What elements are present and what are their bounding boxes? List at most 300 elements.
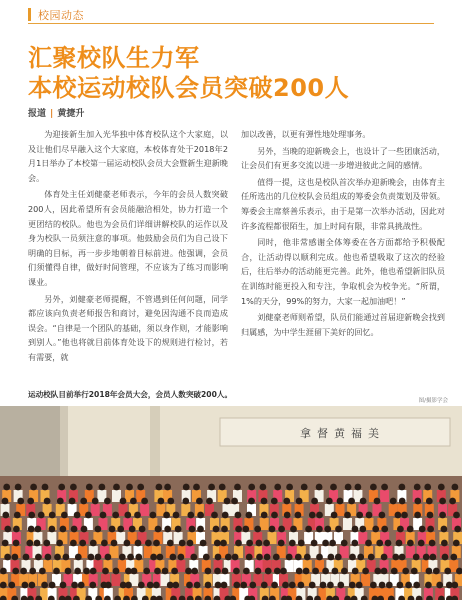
person-head [4,526,11,533]
person-head [179,540,186,547]
paragraph: 另外，刘健豪老师提醒，不管遇到任何问题，同学都应该向负责老师报告和商讨，避免因沟通不良而造成误会。“自律是一个团队的基础，须以身作则，才能影响到别人。”他也将就目前体育处设下的规则进行检讨，若有需要，就 [28,293,228,362]
person-head [45,554,52,561]
person-head [243,568,250,575]
person-head [449,498,456,505]
person-head [44,498,51,505]
person-head [454,526,461,533]
person-head [137,484,144,491]
person-head [341,540,348,547]
person-head [156,484,163,491]
person-head [337,498,344,505]
person-head [296,498,303,505]
person-head [282,582,289,589]
person-head [271,582,278,589]
person-head [158,498,165,505]
person-head [74,568,81,575]
person-head [183,484,190,491]
person-head [280,568,287,575]
person-head [26,540,33,547]
plaque-text: 拿督黄福美 [300,427,385,440]
person-head [206,498,213,505]
person-head [374,498,381,505]
photo-caption: 运动校队目前举行2018年会员大会，会员人数突破200人。 [28,390,233,399]
person-head [453,512,460,519]
person-head [430,554,437,561]
person-head [162,568,169,575]
person-head [85,512,92,519]
person-head [356,582,363,589]
person-head [187,540,194,547]
person-head [397,582,404,589]
person-head [145,540,152,547]
person-head [173,512,180,519]
person-head [451,582,458,589]
person-head [349,582,356,589]
person-head [246,512,253,519]
person-head [345,484,352,491]
person-head [352,526,359,533]
group-photo-illustration [0,406,462,600]
person-head [95,526,102,533]
person-head [197,526,204,533]
person-head [418,540,425,547]
person-head [172,582,179,589]
person-head [3,484,10,491]
person-head [424,484,431,491]
person-head [80,498,87,505]
person-head [60,582,67,589]
person-head [99,484,106,491]
person-head [0,568,7,575]
person-head [341,568,348,575]
person-head [372,526,379,533]
person-head [222,512,229,519]
person-head [290,526,297,533]
person-head [147,582,154,589]
headline-line-1: 汇聚校队生力军 [28,44,200,72]
person-head [120,498,127,505]
person-head [79,540,86,547]
person-head [348,498,355,505]
person-head [71,582,78,589]
person-head [289,540,296,547]
person-head [264,554,271,561]
person-head [29,582,36,589]
person-head [233,582,240,589]
person-head [381,526,388,533]
section-marker [28,8,31,21]
person-head [208,484,215,491]
person-head [138,582,145,589]
person-head [301,484,308,491]
person-head [12,568,19,575]
person-head [219,484,226,491]
person-head [135,540,142,547]
person-head [419,526,426,533]
person-head [83,568,90,575]
person-head [119,554,126,561]
person-head [309,512,316,519]
person-head [335,554,342,561]
person-head [304,554,311,561]
person-head [381,554,388,561]
person-head [23,554,30,561]
person-head [153,582,160,589]
person-head [125,582,132,589]
person-head [200,540,207,547]
person-head [131,568,138,575]
person-head [74,512,81,519]
paragraph: 为迎接新生加入光华独中体育校队这个大家庭，以及让他们尽早融入这个大家庭，本校体育处于2018年2月1日举办了本校第一届运动校队会员大会暨新生迎新晚会。 [28,129,228,183]
person-head [248,498,255,505]
person-head [105,554,112,561]
paragraph: 加以改善，以更有弹性地处理事务。 [241,129,371,139]
person-head [246,540,253,547]
person-head [89,582,96,589]
person-head [413,582,420,589]
person-head [69,498,76,505]
person-head [254,526,261,533]
person-head [392,554,399,561]
person-head [271,512,278,519]
person-head [379,512,386,519]
person-head [28,512,35,519]
person-head [312,568,319,575]
person-head [316,484,323,491]
person-head [331,512,338,519]
person-head [141,498,148,505]
person-head [13,526,20,533]
person-head [53,568,60,575]
person-head [390,498,397,505]
article-column-left [28,127,228,367]
person-head [61,512,68,519]
person-head [240,582,247,589]
byline-label: 报道 [28,109,47,119]
person-head [309,582,316,589]
person-head [189,526,196,533]
person-head [81,526,88,533]
person-head [143,568,150,575]
paragraph: 体育处主任刘健豪老师表示，今年的会员人数突破200人，因此希望所有会员能融洽相处，协力打造一个更团结的校队。他也为会员们详细讲解校队的运作以及身为校队一员须注意的事项。他鼓励会员们为自己设下明确的目标，再一步步地朝着目标前进。他强调，会员们须懂得自律，做好时间管理，不应该为了练习而影响课业。 [28,189,228,287]
person-head [298,540,305,547]
person-head [191,568,198,575]
person-head [453,540,460,547]
person-head [255,568,262,575]
person-head [365,540,372,547]
person-head [224,498,231,505]
person-head [171,568,178,575]
person-head [429,540,436,547]
person-head [30,484,37,491]
headline-line-2: 本校运动校队会员突破200人 [28,74,350,102]
person-head [167,540,174,547]
person-head [411,568,418,575]
person-head [2,540,9,547]
person-head [379,582,386,589]
person-head [269,526,276,533]
person-head [273,554,280,561]
person-head [414,484,421,491]
person-head [134,512,141,519]
person-head [274,484,281,491]
person-head [438,484,445,491]
paragraph: 另外，当晚的迎新晚会上，也设计了一些团康活动，让会员们有更多交流以进一步增进彼此之间的感情。 [241,145,445,171]
person-head [41,582,48,589]
person-shirt [343,518,352,530]
byline-author: 黄捷升 [57,109,85,119]
person-head [0,582,7,589]
person-head [34,540,41,547]
person-head [150,512,157,519]
person-head [71,526,78,533]
person-head [155,526,162,533]
person-head [322,568,329,575]
byline-separator: | [50,109,54,119]
person-head [414,512,421,519]
person-head [256,540,263,547]
person-head [366,512,373,519]
person-head [439,512,446,519]
person-head [349,554,356,561]
person-head [63,554,70,561]
person-head [39,568,46,575]
group-photo [0,406,462,600]
person-head [356,512,363,519]
person-head [2,498,9,505]
person-head [359,526,366,533]
person-head [49,582,56,589]
person-head [92,498,99,505]
person-head [220,540,227,547]
person-head [182,498,189,505]
person-head [246,554,253,561]
person-head [13,540,20,547]
person-head [452,484,459,491]
person-head [235,540,242,547]
person-head [296,568,303,575]
person-head [222,568,229,575]
person-head [444,568,451,575]
person-head [2,512,9,519]
person-head [221,526,228,533]
person-head [70,540,77,547]
person-head [178,554,185,561]
person-head [265,568,272,575]
person-head [381,568,388,575]
person-head [414,498,421,505]
person-head [29,568,36,575]
person-head [57,498,64,505]
person-head [407,526,414,533]
person-head [231,498,238,505]
person-head [442,554,449,561]
person-head [190,554,197,561]
person-head [305,526,312,533]
person-head [405,582,412,589]
person-head [360,498,367,505]
person-shirt [112,490,121,502]
person-head [214,568,221,575]
person-head [154,568,161,575]
person-head [129,526,136,533]
person-head [170,554,177,561]
person-head [233,568,240,575]
person-head [167,498,174,505]
paragraph: 值得一提，这也是校队首次举办迎新晚会，由体育主任所选出的几位校队会员组成的筹委会负责策划及带领。筹委会主席蔡善乐表示，由于是第一次举办活动，因此对许多流程都很陌生，加上时间有限，非常具挑战性。 [241,176,445,231]
person-head [376,540,383,547]
person-head [441,526,448,533]
person-head [395,512,402,519]
person-head [38,512,45,519]
person-head [399,484,406,491]
person-head [124,540,131,547]
byline [28,106,84,119]
person-head [88,554,95,561]
person-head [117,526,124,533]
person-head [101,540,108,547]
person-head [322,540,329,547]
person-head [14,512,21,519]
person-head [402,568,409,575]
person-head [17,498,24,505]
person-head [215,554,222,561]
person-head [49,512,56,519]
person-head [139,526,146,533]
person-head [426,498,433,505]
person-head [205,568,212,575]
person-head [215,582,222,589]
person-head [316,512,323,519]
person-head [351,540,358,547]
person-head [441,540,448,547]
person-head [263,540,270,547]
person-head [211,512,218,519]
person-head [130,498,137,505]
person-head [407,540,414,547]
person-shirt [380,490,389,502]
person-head [111,540,118,547]
person-head [124,512,131,519]
person-head [439,498,446,505]
person-head [385,540,392,547]
person-head [90,540,97,547]
person-head [175,526,182,533]
person-head [213,526,220,533]
person-head [112,512,119,519]
person-head [381,484,388,491]
person-head [35,526,42,533]
person-head [193,484,200,491]
person-head [187,512,194,519]
person-head [329,540,336,547]
person-head [164,526,171,533]
person-shirt [260,518,269,530]
person-head [234,484,241,491]
person-head [391,568,398,575]
person-head [427,526,434,533]
person-head [157,554,164,561]
article-column-right [241,127,445,341]
person-head [450,554,457,561]
paragraph: 刘健豪老师则希望，队员们能通过首届迎新晚会找到归属感，为中学生涯留下美好的回忆。 [241,312,445,337]
person-head [127,554,134,561]
person-shirt [140,504,149,516]
person-head [397,526,404,533]
person-head [194,582,201,589]
person-head [20,568,27,575]
person-head [370,484,377,491]
person-head [4,554,11,561]
section-label: 校园动态 [38,9,84,22]
person-head [109,526,116,533]
person-head [256,554,263,561]
person-head [60,526,67,533]
person-head [320,582,327,589]
person-head [78,582,85,589]
person-head [423,554,430,561]
photo-credit: 图/摄影学会 [418,398,448,404]
person-head [295,512,302,519]
person-head [248,484,255,491]
person-head [284,512,291,519]
person-head [135,554,142,561]
person-head [261,582,268,589]
person-head [214,540,221,547]
person-head [286,484,293,491]
person-head [316,554,323,561]
person-head [396,540,403,547]
person-head [335,526,342,533]
person-head [113,484,120,491]
person-head [28,526,35,533]
person-head [197,512,204,519]
person-head [401,512,408,519]
person-head [328,554,335,561]
person-head [374,568,381,575]
person-head [100,512,107,519]
person-head [399,554,406,561]
person-head [274,568,281,575]
paragraph: 同时，他非常感谢全体筹委在各方面都给予积极配合，让活动得以顺利完成。他也希望吸取了这次的经验后，往后举办的活动能更完善。此外，他也希望新旧队员在训练时能更投入和专注，争取机会为校争光。“所谓，1%的天分，99%的努力，大家一起加油吧！” [241,237,445,306]
person-head [56,540,63,547]
person-head [164,484,171,491]
person-head [65,568,72,575]
person-head [8,582,15,589]
person-head [399,498,406,505]
person-head [283,498,290,505]
person-head [221,582,228,589]
person-head [286,554,293,561]
person-head [370,582,377,589]
person-head [235,512,242,519]
person-head [386,582,393,589]
person-head [186,582,193,589]
person-head [311,498,318,505]
section-header [28,4,434,24]
person-head [27,498,34,505]
person-head [260,484,267,491]
person-head [337,582,344,589]
person-head [35,554,42,561]
person-head [327,582,334,589]
person-head [261,512,268,519]
person-head [225,554,232,561]
person-head [311,540,318,547]
person-shirt [112,574,121,586]
person-head [203,554,210,561]
person-head [261,498,268,505]
